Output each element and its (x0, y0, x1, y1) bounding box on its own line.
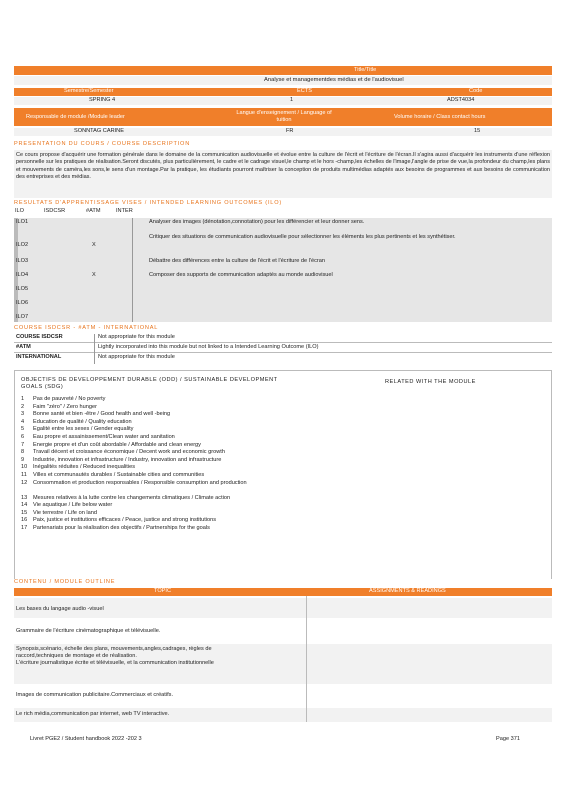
topic-row (14, 598, 552, 618)
responsible-label: Responsable de module /Module leader (26, 114, 125, 120)
sdg-box (14, 370, 552, 580)
topic-text: Grammaire de l'écriture cinématographique et télévisuelle. (16, 628, 161, 634)
code-value: ADST4034 (447, 97, 475, 103)
ilo-id: ILO4 (16, 272, 29, 278)
topic-row (14, 644, 552, 684)
sdg-text: Energie propre et d'un coût abordable / Affordable and clean energy (33, 441, 201, 448)
ilo-text: Composer des supports de communication adaptés au monde audiovisuel (149, 272, 333, 278)
courses-heading: COURSE ISDCSR - #ATM - INTERNATIONAL (14, 325, 552, 332)
sdg-item (21, 510, 391, 518)
topic-label: TOPIC (154, 588, 171, 594)
table-row (14, 354, 552, 363)
sdg-number: 17 (21, 524, 28, 531)
sdg-number: 6 (21, 433, 25, 440)
page-number: Page 371 (496, 736, 520, 742)
semester-value: SPRING 4 (89, 97, 116, 103)
col-inter: INTER (116, 208, 133, 214)
language-label: Langue d'enseignement / Language of tuition (236, 110, 332, 123)
course-row-text: Not appropriate for this module (98, 334, 175, 340)
col-ilo: ILO (15, 208, 25, 214)
sdg-heading: OBJECTIFS DE DEVELOPPEMENT DURABLE (ODD) / SUSTAINABLE DEVELOPMENT GOALS (SDG) (21, 377, 278, 390)
semester-label: Semestre/Semester (64, 88, 114, 94)
sdg-number: 10 (21, 464, 28, 471)
sdg-text: Travail décent et croissance économique / Decent work and economic growth (33, 449, 225, 456)
results-col-header (14, 208, 552, 216)
sdg-item (21, 426, 391, 434)
courses-table (14, 334, 552, 364)
topic-text: Les bases du langage audio -visuel (16, 606, 104, 612)
presentation-text: Ce cours propose d'acquérir une formation générale dans le domaine de la communication audiovisuelle et évolue entre la culture de l'écrit et l'écriture de l'écran.Il s'agira aussi d'acquérir les instruments d'une réflexion personnelle sur les pratiques de réalisation.Seront discutés, plus particulièrement, le cadre et le cadrage visuel,le champ et le hors -champ,les échelles de l'image,l'angle de prise de vue,la profondeur du champ,les plans et mouvements de caméra,les sons,le sens d'un montage.Par la pratique, les étudiants pourront maîtriser la conception de produits multimédias adaptés aux besoins de programmes et aux besoins de communication des entreprises et des médias. (14, 150, 552, 198)
topic-row (14, 620, 552, 642)
course-title-row (14, 76, 552, 85)
sdg-text: Industrie, innovation et infrastructure / Industry, innovation and infrastructure (33, 456, 222, 463)
sdg-text: Egalité entre les sexes / Gender equality (33, 426, 134, 433)
ilo-mark: X (92, 242, 96, 248)
sdg-item (21, 404, 391, 412)
sdg-number: 15 (21, 509, 28, 516)
table-row (14, 272, 552, 282)
presentation-heading: PRESENTATION DU COURS / COURSE DESCRIPTION (14, 141, 552, 148)
sdg-number: 8 (21, 449, 25, 456)
topic-text: Le rich média,communication par internet, web TV interactive. (16, 711, 170, 717)
ilo-text: Débattre des différences entre la culture de l'écrit et l'écriture de l'écran (149, 258, 325, 264)
sdg-number: 3 (21, 411, 25, 418)
sdg-item (21, 472, 391, 480)
semester-value-row (14, 97, 552, 105)
assign-label: ASSIGNMENTS & READINGS (369, 588, 446, 594)
sdg-item (21, 396, 391, 404)
sdg-item (21, 517, 391, 525)
sdg-text: Inégalités réduites / Reduced inequalities (33, 464, 135, 471)
sdg-text: Consommation et production responsables / Responsible consumption and production (33, 479, 247, 486)
course-row-text: Lightly incorporated into this module but not linked to a Intended Learning Outcome (ILO) (98, 344, 319, 350)
sdg-number: 5 (21, 426, 25, 433)
code-label: Code (469, 88, 483, 94)
topic-text: Images de communication publicitaire.Commerciaux et créatifs. (16, 692, 173, 698)
sdg-number: 4 (21, 418, 25, 425)
topic-text: Synopsis,scénario, échelle des plans, mouvements,angles,cadrages, règles de raccord,techniques de montage et de réalisation. L'écriture journalistique écrite et télévisuelle, et la communication institutionnelle (16, 646, 214, 666)
sdg-number: 9 (21, 456, 25, 463)
topic-row (14, 708, 552, 722)
sdg-text: Partenariats pour la réalisation des objectifs / Partnerships for the goals (33, 524, 210, 531)
col-isdcsr: ISDCSR (44, 208, 66, 214)
sdg-text: Education de qualité / Quality education (33, 418, 132, 425)
sdg-item (21, 411, 391, 419)
ects-value: 1 (290, 97, 294, 103)
semester-header-row (14, 88, 552, 96)
volume-label: Volume horaire / Class contact hours (394, 114, 486, 120)
sdg-number: 7 (21, 441, 25, 448)
course-row-text: Not appropriate for this module (98, 354, 175, 360)
col-atm: #ATM (86, 208, 101, 214)
sdg-number: 2 (21, 403, 25, 410)
course-title: Analyse et managementdes médias et de l'audiovisuel (264, 77, 404, 83)
language-value: FR (286, 128, 294, 134)
table-row (14, 219, 552, 233)
table-row (14, 344, 552, 353)
sdg-text: Faim "zéro" / Zero hunger (33, 403, 97, 410)
table-row (14, 334, 552, 343)
ilo-text: Critiquer des situations de communication audiovisuelle pour sélectionner les éléments les plus pertinents et les synthétiser. (149, 234, 456, 240)
sdg-number: 13 (21, 494, 28, 501)
sdg-item (21, 464, 391, 472)
results-heading: RESULTATS D'APPRENTISSAGE VISES / INTENDED LEARNING OUTCOMES (ILO) (14, 200, 552, 207)
ilo-id: ILO6 (16, 300, 29, 306)
responsible-value: SONNTAG CARINE (74, 128, 124, 134)
sdg-text: Paix, justice et institutions efficaces / Peace, justice and strong institutions (33, 517, 217, 524)
sdg-related: RELATED WITH THE MODULE (385, 379, 476, 385)
ilo-id: ILO5 (16, 286, 29, 292)
sdg-item (21, 449, 391, 457)
sdg-text: Vie aquatique / Life below water (33, 502, 113, 509)
title-bar (14, 66, 552, 75)
sdg-number: 12 (21, 479, 28, 486)
table-row (14, 234, 552, 252)
sdg-text: Vie terrestre / Life on land (33, 509, 97, 516)
sdg-item (21, 480, 391, 495)
content-heading: CONTENU / MODULE OUTLINE (14, 579, 552, 586)
footer-left: Livret PGE2 / Student handbook 2022 -202 3 (30, 736, 142, 742)
sdg-number: 1 (21, 396, 25, 402)
ects-label: ECTS (297, 88, 312, 94)
sdg-text: Eau propre et assainissement/Clean water and sanitation (33, 433, 175, 440)
sdg-number: 16 (21, 517, 28, 524)
sdg-item (21, 442, 391, 450)
ilo-text: Analyser des images (dénotation,connotation) pour les différencier et leur donner sens. (149, 219, 365, 225)
course-row-label: #ATM (16, 344, 31, 350)
ilo-id: ILO2 (16, 242, 29, 248)
responsible-value-row (14, 128, 552, 136)
volume-value: 15 (474, 128, 481, 134)
sdg-number: 14 (21, 502, 28, 509)
ilo-id: ILO1 (16, 219, 29, 225)
sdg-item (21, 525, 391, 533)
ilo-id: ILO3 (16, 258, 29, 264)
content-header-row (14, 588, 552, 596)
sdg-text: Mesures relatives à la lutte contre les changements climatiques / Climate action (33, 494, 231, 501)
sdg-item (21, 457, 391, 465)
ilo-mark: X (92, 272, 96, 278)
sdg-item (21, 419, 391, 427)
sdg-text: Pas de pauvreté / No poverty (33, 396, 106, 402)
table-row (14, 258, 552, 268)
results-table (14, 218, 552, 322)
sdg-number: 11 (21, 471, 27, 478)
course-row-label: INTERNATIONAL (16, 354, 62, 360)
ilo-id: ILO7 (16, 314, 29, 320)
title-label: Title/Title (354, 67, 377, 73)
sdg-item (21, 434, 391, 442)
topic-row (14, 686, 552, 706)
sdg-item (21, 495, 391, 503)
sdg-list (21, 396, 391, 533)
course-row-label: COURSE ISDCSR (16, 334, 63, 340)
sdg-text: Villes et communautés durables / Sustainable cities and communities (33, 471, 205, 478)
responsible-header-row (14, 108, 552, 126)
sdg-text: Bonne santé et bien -être / Good health and well -being (33, 411, 171, 418)
sdg-item (21, 502, 391, 510)
